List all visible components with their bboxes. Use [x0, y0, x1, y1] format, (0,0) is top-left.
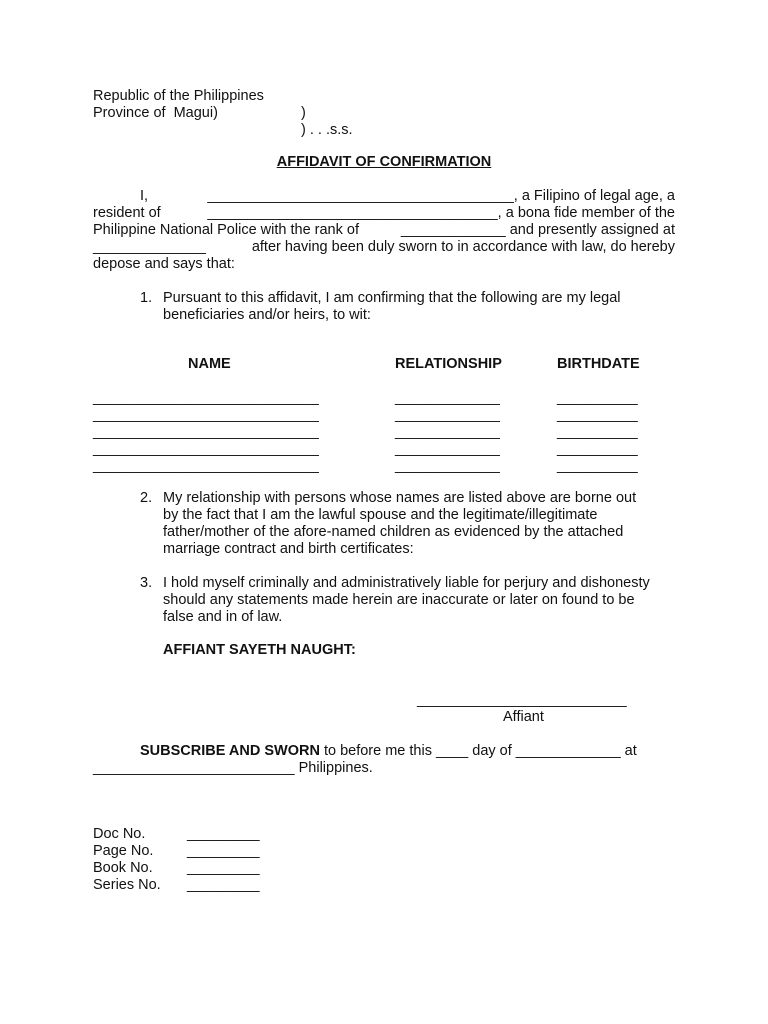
blank-relationship-row-4[interactable]: _____________ — [395, 441, 500, 457]
col-header-relationship: RELATIONSHIP — [395, 356, 502, 372]
header-republic: Republic of the Philippines — [93, 88, 264, 104]
intro-l4a: ______________ — [93, 239, 206, 255]
blank-relationship-row-3[interactable]: _____________ — [395, 424, 500, 440]
item-1-number: 1. — [140, 290, 153, 306]
notary-label-2: Page No. — [93, 843, 154, 859]
header-province: Province of Magui) — [93, 105, 218, 121]
intro-l4b: after having been duly sworn to in accordance with law, do hereby — [251, 239, 675, 255]
subscribe-line-1 — [140, 743, 637, 760]
notary-blank-4[interactable]: _________ — [187, 877, 260, 893]
item-3-line-1 — [163, 575, 675, 592]
blank-relationship-row-1[interactable]: _____________ — [395, 390, 500, 406]
blank-relationship-row-2[interactable]: _____________ — [395, 407, 500, 423]
notary-label-4: Series No. — [93, 877, 161, 893]
blank-birthdate-row-2[interactable]: __________ — [557, 407, 638, 423]
intro-l3a: Philippine National Police with the rank of — [93, 222, 359, 238]
page-title: AFFIDAVIT OF CONFIRMATION — [276, 154, 492, 170]
item-3-l2: should any statements made herein are inaccurate or later on found to be — [163, 592, 635, 608]
subscribe-bold: SUBSCRIBE AND SWORN — [140, 743, 320, 759]
notary-blank-2[interactable]: _________ — [187, 843, 260, 859]
item-3-line-3: false and in of law. — [163, 609, 283, 625]
item-3-number: 3. — [140, 575, 153, 591]
intro-l2b: ____________________________________, a bona fide member of the — [207, 205, 675, 221]
header-paren: ) — [301, 105, 306, 121]
affiant-sayeth-naught: AFFIANT SAYETH NAUGHT: — [163, 642, 356, 658]
affiant-signature-line[interactable]: __________________________ — [417, 692, 627, 708]
subscribe-line-2: _________________________ Philippines. — [93, 760, 373, 776]
intro-l2a: resident of — [93, 205, 161, 221]
item-3-l1: I hold myself criminally and administratively liable for perjury and dishonesty — [163, 575, 650, 591]
blank-name-row-2[interactable]: ____________________________ — [93, 407, 319, 423]
header-ss: ) . . .s.s. — [301, 122, 353, 138]
item-3-line-2 — [163, 592, 675, 609]
notary-blank-3[interactable]: _________ — [187, 860, 260, 876]
item-2-line-3 — [163, 524, 675, 541]
blank-birthdate-row-4[interactable]: __________ — [557, 441, 638, 457]
blank-birthdate-row-1[interactable]: __________ — [557, 390, 638, 406]
blank-relationship-row-5[interactable]: _____________ — [395, 458, 500, 474]
intro-line-4 — [93, 239, 675, 256]
intro-line-5: depose and says that: — [93, 256, 235, 272]
blank-birthdate-row-5[interactable]: __________ — [557, 458, 638, 474]
item-1-text: Pursuant to this affidavit, I am confirming that the following are my legal — [163, 290, 621, 306]
blank-birthdate-row-3[interactable]: __________ — [557, 424, 638, 440]
item-2-line-4: marriage contract and birth certificates: — [163, 541, 414, 557]
item-2-line-2 — [163, 507, 675, 524]
intro-l1a: I, — [140, 188, 149, 204]
blank-name-row-1[interactable]: ____________________________ — [93, 390, 319, 406]
intro-line-3 — [93, 222, 675, 239]
intro-l1b: ______________________________________, a Filipino of legal age, a — [207, 188, 675, 204]
notary-label-1: Doc No. — [93, 826, 146, 842]
blank-name-row-3[interactable]: ____________________________ — [93, 424, 319, 440]
notary-blank-1[interactable]: _________ — [187, 826, 260, 842]
subscribe-rest: to before me this ____ day of _____________ at — [319, 743, 637, 759]
col-header-birthdate: BIRTHDATE — [557, 356, 640, 372]
item-2-l3: father/mother of the afore-named children as evidenced by the attached — [163, 524, 624, 540]
blank-name-row-4[interactable]: ____________________________ — [93, 441, 319, 457]
notary-label-3: Book No. — [93, 860, 153, 876]
item-1-line-2: beneficiaries and/or heirs, to wit: — [163, 307, 371, 323]
item-2-l1: My relationship with persons whose names are listed above are borne out — [163, 490, 637, 506]
item-2-l2: by the fact that I am the lawful spouse and the legitimate/illegitimate — [163, 507, 598, 523]
intro-line-1 — [140, 188, 675, 205]
item-2-number: 2. — [140, 490, 153, 506]
item-2-line-1 — [163, 490, 675, 507]
item-1-line-1 — [163, 290, 675, 307]
col-header-name: NAME — [188, 356, 231, 372]
affiant-label: Affiant — [503, 709, 544, 725]
blank-name-row-5[interactable]: ____________________________ — [93, 458, 319, 474]
intro-l3b: _____________ and presently assigned at — [400, 222, 675, 238]
intro-line-2 — [93, 205, 675, 222]
